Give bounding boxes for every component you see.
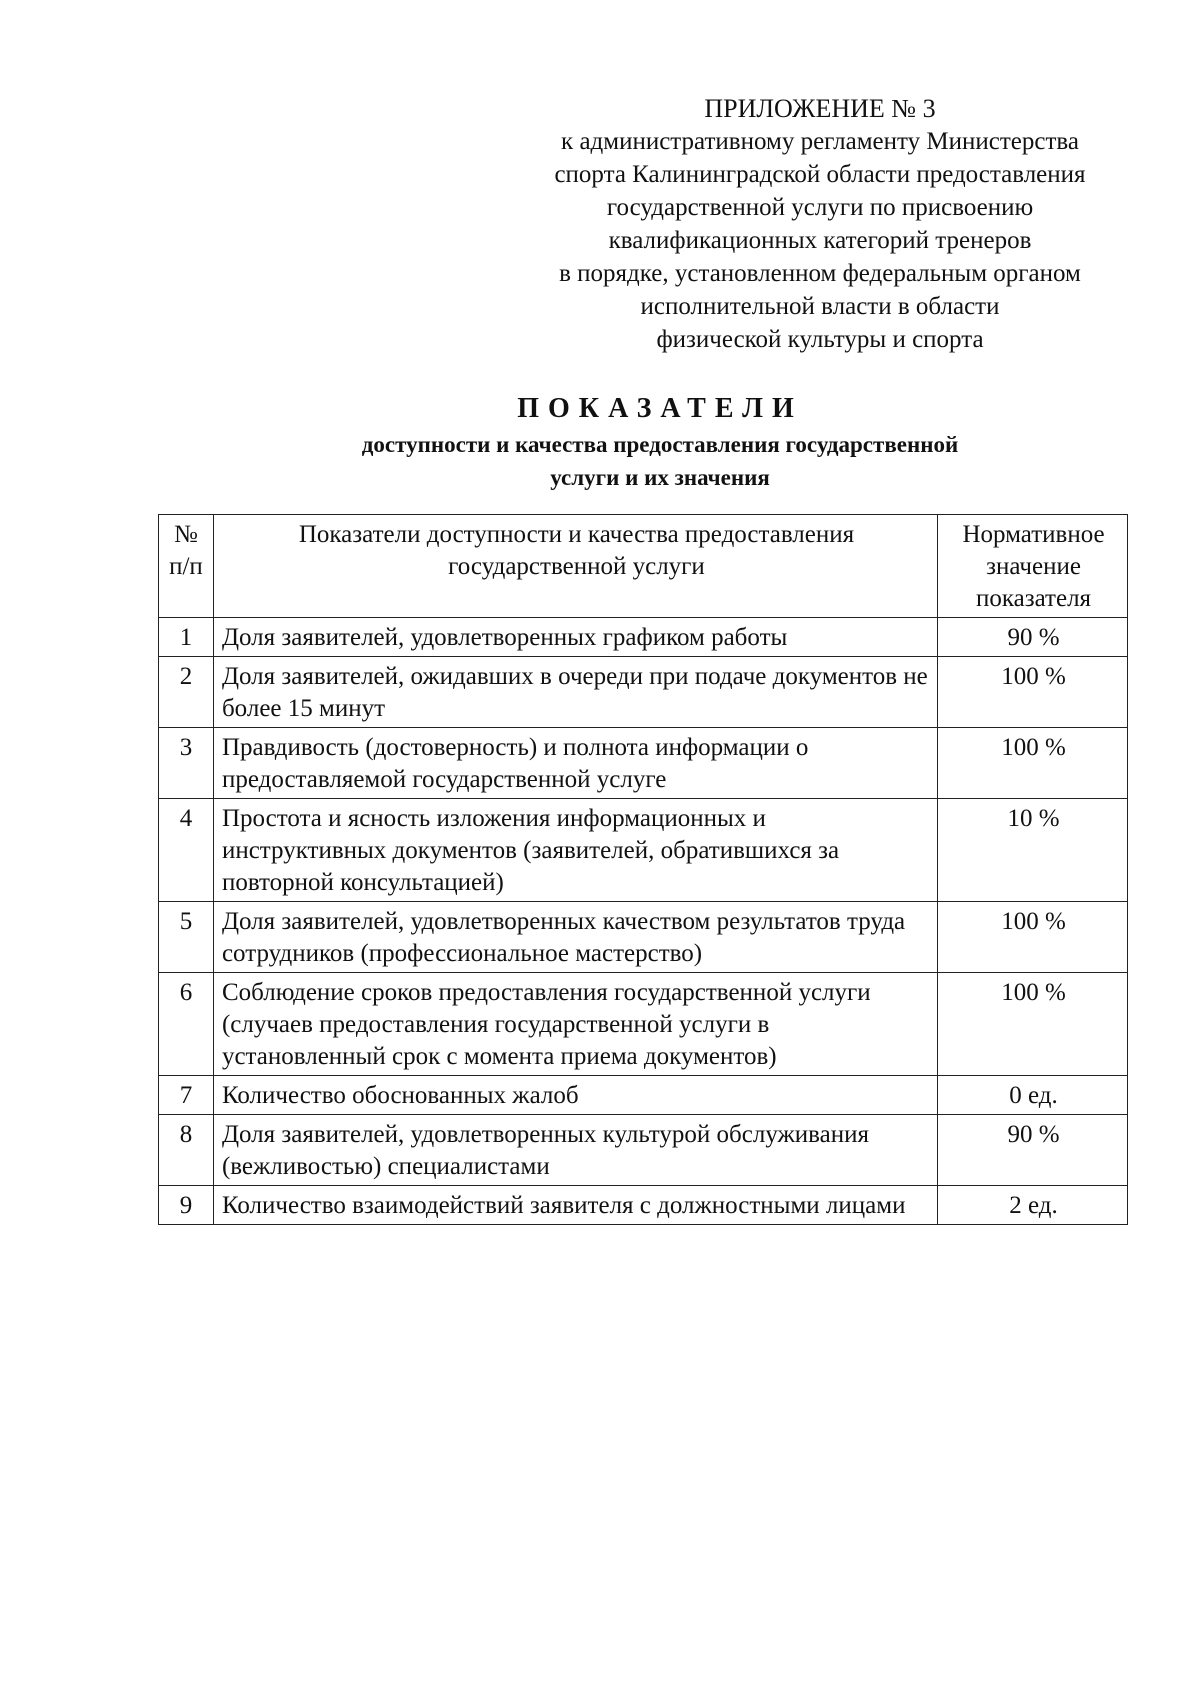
row-value: 10 %	[938, 799, 1128, 902]
row-num: 5	[159, 902, 214, 973]
row-name: Простота и ясность изложения информационных и инструктивных документов (заявителей, обратившихся за повторной консультацией)	[213, 799, 937, 902]
row-num: 4	[159, 799, 214, 902]
row-num: 6	[159, 973, 214, 1076]
annex-block	[500, 92, 1140, 356]
title-subtitle-2: услуги и их значения	[550, 465, 770, 490]
table-row	[159, 1186, 1128, 1225]
indicators-table	[158, 514, 1128, 1225]
annex-heading: ПРИЛОЖЕНИЕ № 3	[704, 94, 936, 123]
table-row	[159, 618, 1128, 657]
title-subtitle-1: доступности и качества предоставления государственной	[361, 432, 959, 457]
row-num: 7	[159, 1076, 214, 1115]
row-num: 2	[159, 657, 214, 728]
table-header-row	[159, 515, 1128, 618]
annex-line: физической культуры и спорта	[656, 326, 984, 353]
header-value: Нормативное значение показателя	[938, 515, 1128, 618]
row-num: 3	[159, 728, 214, 799]
document-title	[200, 390, 1120, 494]
row-value: 100 %	[938, 657, 1128, 728]
row-name: Количество обоснованных жалоб	[213, 1076, 937, 1115]
table-row	[159, 1076, 1128, 1115]
row-name: Количество взаимодействий заявителя с должностными лицами	[213, 1186, 937, 1225]
row-num: 9	[159, 1186, 214, 1225]
table-row	[159, 902, 1128, 973]
annex-line: в порядке, установленном федеральным органом	[559, 260, 1081, 287]
row-name: Доля заявителей, удовлетворенных графиком работы	[213, 618, 937, 657]
header-num: № п/п	[159, 515, 214, 618]
annex-line: исполнительной власти в области	[640, 293, 1000, 320]
row-value: 2 ед.	[938, 1186, 1128, 1225]
row-value: 100 %	[938, 973, 1128, 1076]
row-value: 100 %	[938, 728, 1128, 799]
row-name: Соблюдение сроков предоставления государственной услуги (случаев предоставления государственной услуги в установленный срок с момента приема документов)	[213, 973, 937, 1076]
row-value: 100 %	[938, 902, 1128, 973]
row-value: 0 ед.	[938, 1076, 1128, 1115]
table-row	[159, 799, 1128, 902]
annex-line: к административному регламенту Министерства	[561, 128, 1079, 155]
table-row	[159, 973, 1128, 1076]
row-num: 8	[159, 1115, 214, 1186]
row-value: 90 %	[938, 1115, 1128, 1186]
annex-line: государственной услуги по присвоению	[606, 194, 1034, 221]
row-name: Доля заявителей, удовлетворенных качеством результатов труда сотрудников (профессиональное мастерство)	[213, 902, 937, 973]
row-name: Правдивость (достоверность) и полнота информации о предоставляемой государственной услуге	[213, 728, 937, 799]
row-value: 90 %	[938, 618, 1128, 657]
annex-line: спорта Калининградской области предоставления	[554, 161, 1086, 188]
annex-line: квалификационных категорий тренеров	[608, 227, 1032, 254]
table-row	[159, 657, 1128, 728]
row-num: 1	[159, 618, 214, 657]
table-row	[159, 1115, 1128, 1186]
row-name: Доля заявителей, удовлетворенных культурой обслуживания (вежливостью) специалистами	[213, 1115, 937, 1186]
row-name: Доля заявителей, ожидавших в очереди при подаче документов не более 15 минут	[213, 657, 937, 728]
title-main: ПОКАЗАТЕЛИ	[517, 393, 803, 424]
table-row	[159, 728, 1128, 799]
header-name: Показатели доступности и качества предоставления государственной услуги	[213, 515, 937, 618]
